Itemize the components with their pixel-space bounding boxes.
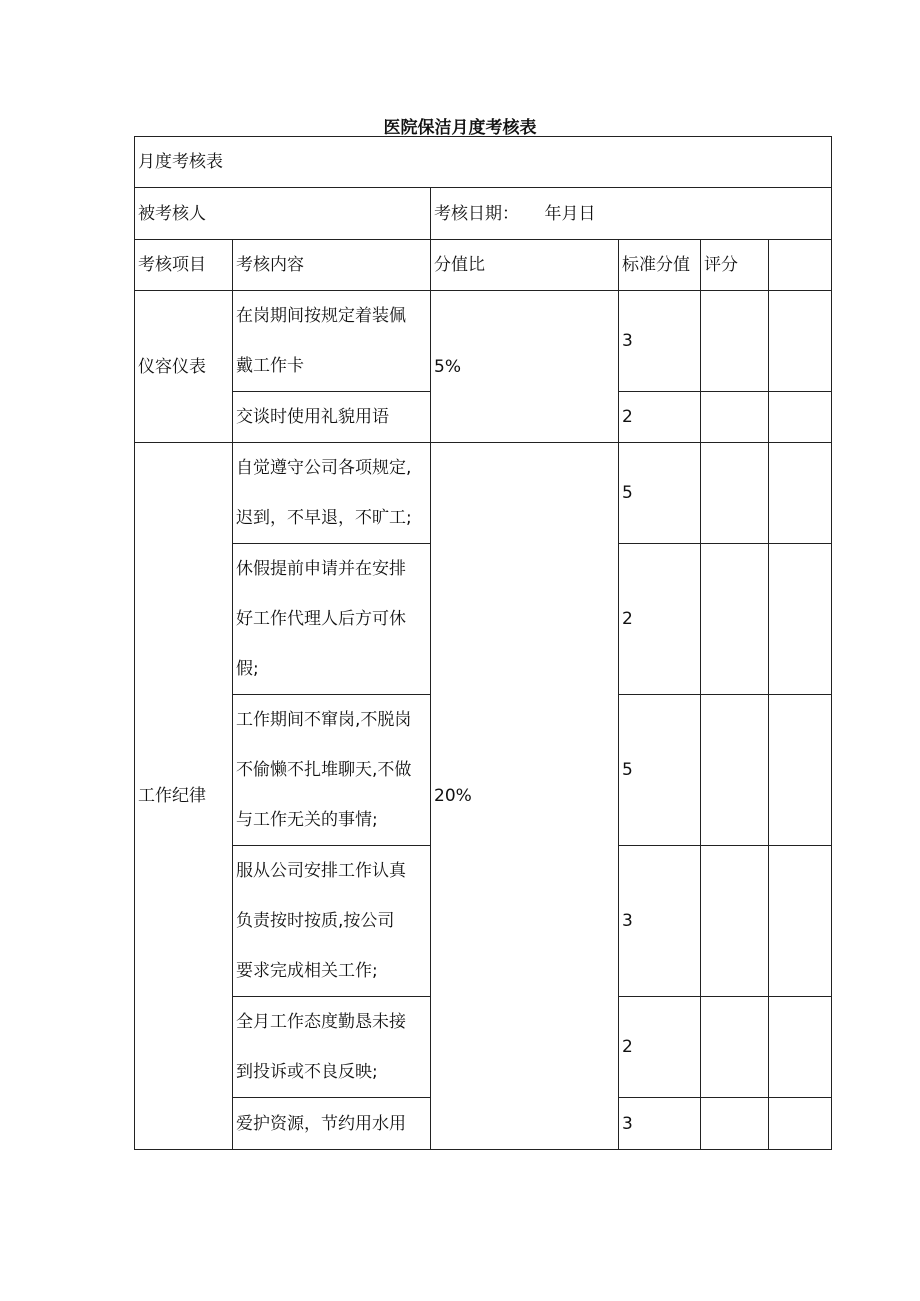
standard-score: 3 [619, 846, 701, 997]
rating-input[interactable] [701, 544, 769, 695]
header-content: 考核内容 [233, 240, 431, 291]
content-line: 在岗期间按规定着装佩 [236, 306, 406, 326]
content-line: 好工作代理人后方可休 [236, 609, 406, 629]
assessment-table [134, 136, 832, 1150]
content-cell [233, 544, 431, 695]
rating-input[interactable] [701, 291, 769, 392]
content-cell [233, 846, 431, 997]
content-cell [233, 392, 431, 443]
rating-input[interactable] [701, 392, 769, 443]
standard-score: 2 [619, 544, 701, 695]
ratio-appearance: 5% [431, 291, 619, 443]
content-line: 自觉遵守公司各项规定, [236, 458, 412, 478]
standard-score: 3 [619, 1098, 701, 1150]
ratio-discipline: 20% [431, 443, 619, 1150]
standard-score: 2 [619, 997, 701, 1098]
header-ratio: 分值比 [431, 240, 619, 291]
blank-cell[interactable] [769, 443, 832, 544]
rating-input[interactable] [701, 695, 769, 846]
content-line: 全月工作态度勤恳未接 [236, 1012, 406, 1032]
blank-cell[interactable] [769, 544, 832, 695]
standard-score: 5 [619, 695, 701, 846]
content-cell [233, 997, 431, 1098]
content-line: 爱护资源，节约用水用 [236, 1113, 406, 1134]
content-cell [233, 695, 431, 846]
rating-input[interactable] [701, 846, 769, 997]
rating-input[interactable] [701, 997, 769, 1098]
header-standard-score: 标准分值 [619, 240, 701, 291]
assessee-field[interactable]: 被考核人 [135, 188, 431, 240]
assessment-date-field[interactable]: 考核日期： 年月日 [431, 188, 832, 240]
content-line: 假; [236, 659, 259, 679]
standard-score: 5 [619, 443, 701, 544]
project-discipline: 工作纪律 [135, 443, 233, 1150]
header-project: 考核项目 [135, 240, 233, 291]
content-line: 戴工作卡 [236, 356, 304, 376]
content-line: 与工作无关的事情; [236, 810, 378, 830]
content-line: 要求完成相关工作; [236, 961, 378, 981]
content-cell [233, 443, 431, 544]
header-blank [769, 240, 832, 291]
blank-cell[interactable] [769, 695, 832, 846]
content-line: 服从公司安排工作认真 [236, 861, 406, 881]
content-line: 负责按时按质,按公司 [236, 911, 395, 931]
content-line: 不偷懒不扎堆聊天,不做 [236, 760, 412, 780]
blank-cell[interactable] [769, 392, 832, 443]
content-cell [233, 291, 431, 392]
standard-score: 2 [619, 392, 701, 443]
standard-score: 3 [619, 291, 701, 392]
content-line: 迟到，不早退，不旷工; [236, 508, 412, 528]
blank-cell[interactable] [769, 291, 832, 392]
content-line: 休假提前申请并在安排 [236, 559, 406, 579]
header-rating: 评分 [701, 240, 769, 291]
rating-input[interactable] [701, 1098, 769, 1150]
blank-cell[interactable] [769, 846, 832, 997]
blank-cell[interactable] [769, 1098, 832, 1150]
content-line: 工作期间不窜岗,不脱岗 [236, 710, 412, 730]
rating-input[interactable] [701, 443, 769, 544]
project-appearance: 仪容仪表 [135, 291, 233, 443]
blank-cell[interactable] [769, 997, 832, 1098]
content-line: 交谈时使用礼貌用语 [236, 407, 389, 427]
month-assessment-row: 月度考核表 [135, 137, 832, 188]
content-cell [233, 1098, 431, 1150]
document-title: 医院保洁月度考核表 [383, 118, 537, 138]
content-line: 到投诉或不良反映; [236, 1062, 378, 1082]
